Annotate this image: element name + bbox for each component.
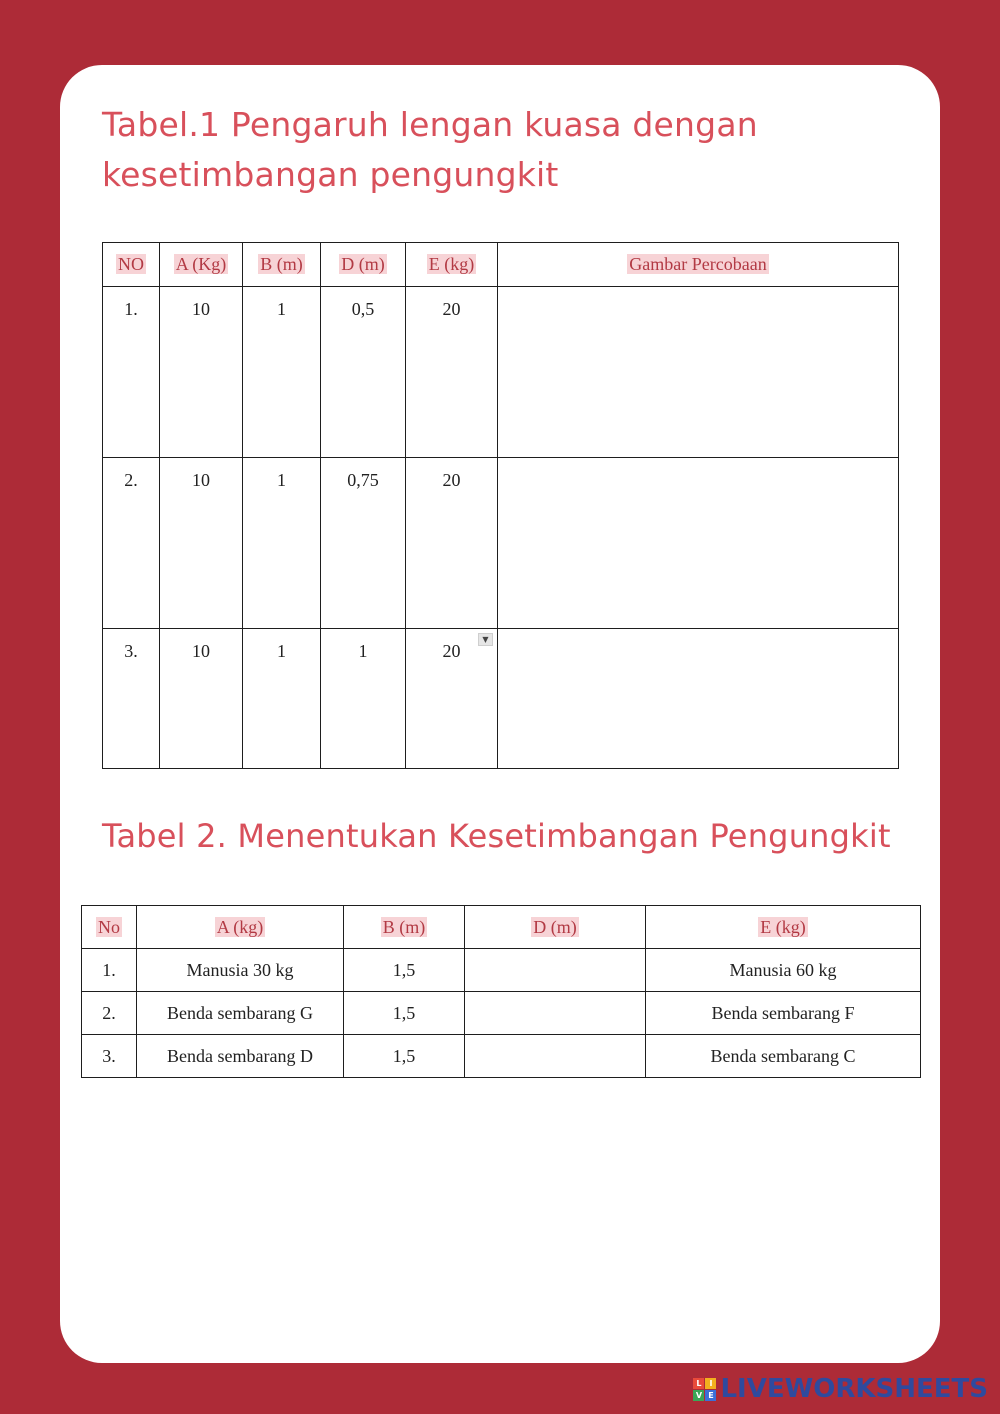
table2-header-d: D (m) xyxy=(465,906,646,949)
table2-title: Tabel 2. Menentukan Kesetimbangan Pengungkit xyxy=(102,817,891,855)
table-row xyxy=(82,949,921,992)
table1-cell-d: 0,75 xyxy=(321,458,406,629)
table2-cell-e: Manusia 60 kg xyxy=(646,949,921,992)
liveworksheets-wordmark: LIVEWORKSHEETS xyxy=(720,1374,988,1404)
table2-cell-e: Benda sembarang F xyxy=(646,992,921,1035)
table1-cell-b: 1 xyxy=(243,629,321,769)
table2-header-b: B (m) xyxy=(344,906,465,949)
table2-cell-d-answer[interactable] xyxy=(465,949,646,992)
table1-cell-gambar-drop-area[interactable] xyxy=(498,458,899,629)
table1-cell-gambar-drop-area[interactable] xyxy=(498,629,899,769)
table1-cell-d: 0,5 xyxy=(321,287,406,458)
table2-cell-d-answer[interactable] xyxy=(465,992,646,1035)
table1-cell-b: 1 xyxy=(243,458,321,629)
table1-header-no: NO xyxy=(103,243,160,287)
table1-cell-b: 1 xyxy=(243,287,321,458)
table1-cell-a: 10 xyxy=(160,458,243,629)
liveworksheets-brand xyxy=(693,1374,988,1404)
table1-cell-a: 10 xyxy=(160,287,243,458)
table1-header-a: A (Kg) xyxy=(160,243,243,287)
table1-cell-e-with-dropdown xyxy=(406,629,498,769)
dropdown-arrow-icon[interactable]: ▼ xyxy=(478,633,493,646)
table-row xyxy=(103,629,899,769)
table2-cell-a: Benda sembarang D xyxy=(137,1035,344,1078)
table2 xyxy=(81,905,921,1078)
table2-header-e: E (kg) xyxy=(646,906,921,949)
table2-cell-e: Benda sembarang C xyxy=(646,1035,921,1078)
table1-cell-e: 20 xyxy=(406,287,498,458)
table2-cell-no: 1. xyxy=(82,949,137,992)
table1-cell-e: 20 xyxy=(406,458,498,629)
table1-header-row xyxy=(103,243,899,287)
table1-cell-gambar-drop-area[interactable] xyxy=(498,287,899,458)
table2-header-no: No xyxy=(82,906,137,949)
table2-cell-a: Benda sembarang G xyxy=(137,992,344,1035)
table-row xyxy=(103,287,899,458)
table2-cell-b: 1,5 xyxy=(344,1035,465,1078)
table1 xyxy=(102,242,899,769)
table2-cell-no: 2. xyxy=(82,992,137,1035)
table1-cell-a: 10 xyxy=(160,629,243,769)
table-row xyxy=(82,992,921,1035)
table1-header-gambar: Gambar Percobaan xyxy=(498,243,899,287)
table2-cell-b: 1,5 xyxy=(344,949,465,992)
table1-cell-no: 3. xyxy=(103,629,160,769)
table1-title: Tabel.1 Pengaruh lengan kuasa dengan kesetimbangan pengungkit xyxy=(102,105,758,194)
table1-cell-no: 1. xyxy=(103,287,160,458)
table2-cell-no: 3. xyxy=(82,1035,137,1078)
table1-cell-e-value: 20 xyxy=(442,641,461,661)
table1-header-b: B (m) xyxy=(243,243,321,287)
table2-cell-a: Manusia 30 kg xyxy=(137,949,344,992)
table1-cell-no: 2. xyxy=(103,458,160,629)
table2-header-a: A (kg) xyxy=(137,906,344,949)
table1-header-e: E (kg) xyxy=(406,243,498,287)
table1-cell-d: 1 xyxy=(321,629,406,769)
liveworksheets-logo-icon: L I V E xyxy=(693,1378,716,1401)
table2-cell-d-answer[interactable] xyxy=(465,1035,646,1078)
table2-header-row xyxy=(82,906,921,949)
table1-header-d: D (m) xyxy=(321,243,406,287)
table-row xyxy=(103,458,899,629)
table2-cell-b: 1,5 xyxy=(344,992,465,1035)
table-row xyxy=(82,1035,921,1078)
